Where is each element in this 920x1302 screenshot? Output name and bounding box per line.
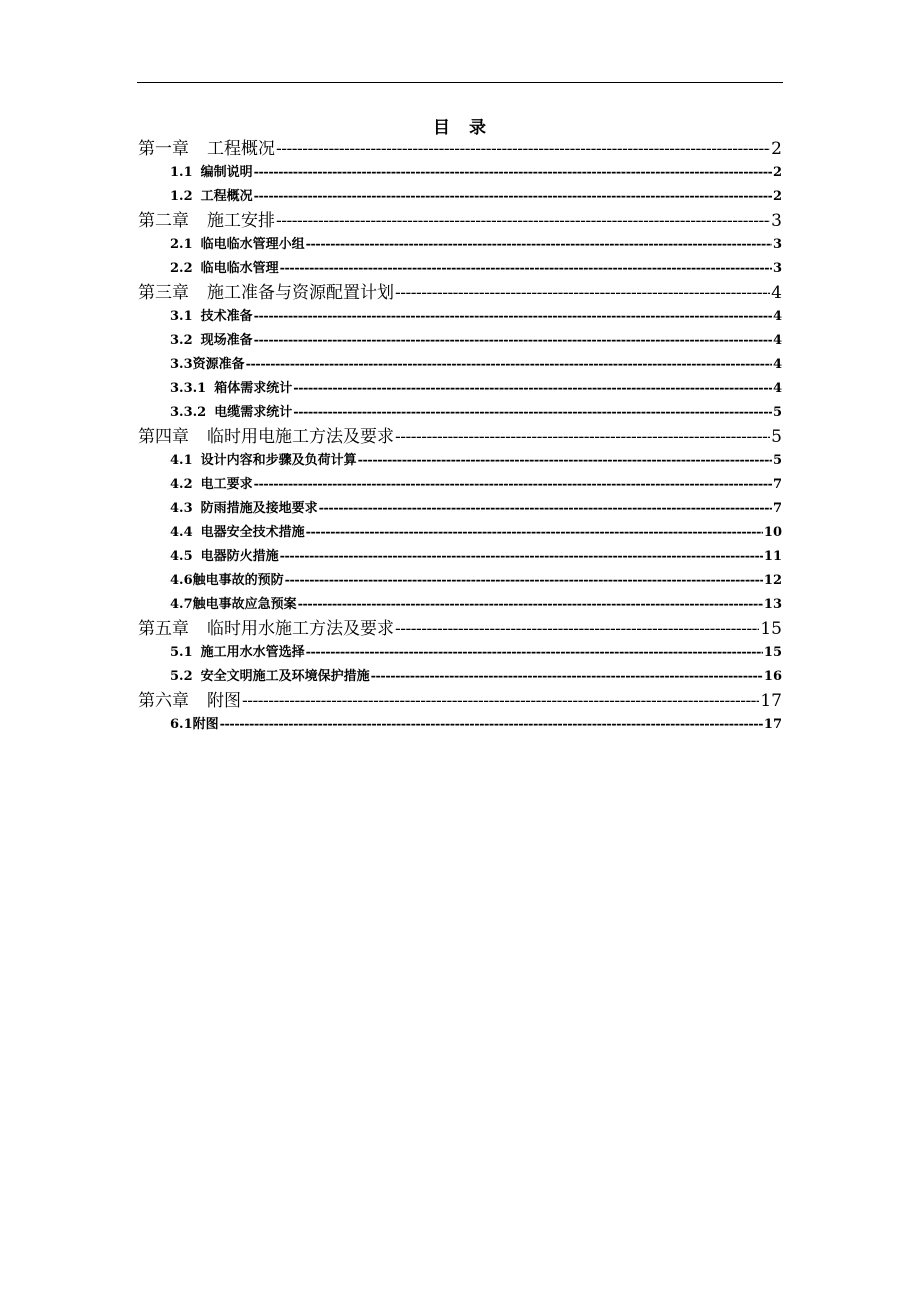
- toc-number: 4.5: [170, 549, 193, 564]
- toc-number: 4.3: [170, 501, 193, 516]
- toc-text: 施工准备与资源配置计划: [207, 283, 394, 303]
- toc-section-4-7[interactable]: [138, 593, 782, 617]
- toc-number: 3.3.2: [170, 405, 207, 420]
- toc-leader: [306, 641, 763, 665]
- toc-page-number: 4: [771, 283, 782, 303]
- toc-section-3-2[interactable]: [138, 329, 782, 353]
- toc-page-number: 3: [772, 237, 782, 252]
- toc-chapter-1[interactable]: [138, 137, 782, 161]
- toc-section-3-3[interactable]: [138, 353, 782, 377]
- toc-page-number: 5: [771, 427, 782, 447]
- toc-page-number: 11: [763, 549, 782, 564]
- toc-page-number: 10: [763, 525, 782, 540]
- toc-page-number: 7: [772, 501, 782, 516]
- toc-chapter-6[interactable]: [138, 689, 782, 713]
- toc-leader: [395, 425, 770, 449]
- toc-leader: [220, 713, 763, 737]
- toc-page-number: 7: [772, 477, 782, 492]
- toc-leader: [319, 497, 772, 521]
- toc-section-4-1[interactable]: [138, 449, 782, 473]
- toc-page-number: 13: [763, 597, 782, 612]
- toc-page-number: 2: [772, 165, 782, 180]
- toc-text: 电器安全技术措施: [200, 525, 305, 540]
- toc-title: 目 录: [433, 118, 487, 138]
- toc-leader: [254, 161, 772, 185]
- toc-leader: [306, 521, 763, 545]
- toc-leader: [246, 353, 772, 377]
- toc-page-number: 17: [760, 691, 782, 711]
- toc-page-number: 17: [763, 717, 782, 732]
- toc-leader: [358, 449, 772, 473]
- toc-section-2-2[interactable]: [138, 257, 782, 281]
- toc-text: 附图: [192, 717, 219, 732]
- toc-leader: [254, 185, 772, 209]
- toc-page-number: 5: [772, 405, 782, 420]
- toc-number: 1.1: [170, 165, 193, 180]
- toc-section-3-1[interactable]: [138, 305, 782, 329]
- toc-page-number: 4: [772, 357, 782, 372]
- toc-section-4-5[interactable]: [138, 545, 782, 569]
- toc-text: 技术准备: [200, 309, 253, 324]
- toc-leader: [254, 329, 772, 353]
- toc-text: 临电临水管理小组: [200, 237, 305, 252]
- header-rule: [137, 82, 783, 83]
- toc-leader: [254, 473, 772, 497]
- toc-leader: [293, 377, 772, 401]
- toc-page-number: 3: [771, 211, 782, 231]
- toc-page-number: 4: [772, 381, 782, 396]
- toc-text: 施工用水水管选择: [200, 645, 305, 660]
- toc-leader: [371, 665, 763, 689]
- toc-leader: [280, 545, 763, 569]
- toc-text: 现场准备: [200, 333, 253, 348]
- toc-number: 1.2: [170, 189, 193, 204]
- toc-number: 第四章: [138, 427, 189, 447]
- toc-text: 附图: [207, 691, 241, 711]
- toc-text: 资源准备: [192, 357, 245, 372]
- toc-text: 箱体需求统计: [214, 381, 293, 396]
- toc-chapter-3[interactable]: [138, 281, 782, 305]
- toc-text: 施工安排: [207, 211, 275, 231]
- table-of-contents: [138, 137, 782, 737]
- toc-section-4-3[interactable]: [138, 497, 782, 521]
- toc-number: 5.1: [170, 645, 193, 660]
- toc-number: 2.2: [170, 261, 193, 276]
- toc-page-number: 16: [763, 669, 782, 684]
- toc-leader: [280, 257, 772, 281]
- toc-text: 防雨措施及接地要求: [200, 501, 318, 516]
- toc-page-number: 2: [771, 139, 782, 159]
- toc-page-number: 4: [772, 333, 782, 348]
- toc-leader: [276, 137, 770, 161]
- toc-section-1-1[interactable]: [138, 161, 782, 185]
- toc-number: 3.1: [170, 309, 193, 324]
- toc-section-4-6[interactable]: [138, 569, 782, 593]
- toc-number: 第二章: [138, 211, 189, 231]
- toc-section-5-1[interactable]: [138, 641, 782, 665]
- toc-page-number: 2: [772, 189, 782, 204]
- toc-section-1-2[interactable]: [138, 185, 782, 209]
- toc-number: 4.7: [170, 597, 193, 612]
- toc-section-2-1[interactable]: [138, 233, 782, 257]
- toc-section-4-2[interactable]: [138, 473, 782, 497]
- toc-number: 3.3.1: [170, 381, 207, 396]
- toc-text: 临电临水管理: [200, 261, 279, 276]
- toc-section-3-3-1[interactable]: [138, 377, 782, 401]
- toc-text: 临时用电施工方法及要求: [207, 427, 394, 447]
- toc-number: 第三章: [138, 283, 189, 303]
- toc-number: 第五章: [138, 619, 189, 639]
- toc-number: 6.1: [170, 717, 193, 732]
- toc-chapter-4[interactable]: [138, 425, 782, 449]
- toc-leader: [395, 281, 770, 305]
- toc-number: 4.6: [170, 573, 193, 588]
- toc-text: 设计内容和步骤及负荷计算: [200, 453, 357, 468]
- toc-leader: [254, 305, 772, 329]
- toc-chapter-2[interactable]: [138, 209, 782, 233]
- toc-text: 安全文明施工及环境保护措施: [200, 669, 370, 684]
- toc-number: 4.2: [170, 477, 193, 492]
- toc-leader: [298, 593, 763, 617]
- toc-page-number: 4: [772, 309, 782, 324]
- toc-number: 2.1: [170, 237, 193, 252]
- toc-page-number: 5: [772, 453, 782, 468]
- toc-chapter-5[interactable]: [138, 617, 782, 641]
- toc-text: 电器防火措施: [200, 549, 279, 564]
- toc-text: 临时用水施工方法及要求: [207, 619, 394, 639]
- toc-leader: [276, 209, 770, 233]
- toc-text: 工程概况: [207, 139, 275, 159]
- toc-text: 电工要求: [200, 477, 253, 492]
- toc-leader: [395, 617, 759, 641]
- toc-page-number: 15: [763, 645, 782, 660]
- toc-text: 工程概况: [200, 189, 253, 204]
- toc-leader: [293, 401, 772, 425]
- toc-number: 4.4: [170, 525, 193, 540]
- toc-page-number: 15: [760, 619, 782, 639]
- toc-section-3-3-2[interactable]: [138, 401, 782, 425]
- toc-number: 第六章: [138, 691, 189, 711]
- toc-number: 第一章: [138, 139, 189, 159]
- toc-text: 电缆需求统计: [214, 405, 293, 420]
- toc-text: 编制说明: [200, 165, 253, 180]
- toc-leader: [242, 689, 759, 713]
- toc-number: 3.2: [170, 333, 193, 348]
- toc-page-number: 3: [772, 261, 782, 276]
- toc-page-number: 12: [763, 573, 782, 588]
- toc-number: 3.3: [170, 357, 193, 372]
- toc-text: 触电事故应急预案: [192, 597, 297, 612]
- toc-section-6-1[interactable]: [138, 713, 782, 737]
- toc-number: 5.2: [170, 669, 193, 684]
- toc-leader: [285, 569, 763, 593]
- toc-number: 4.1: [170, 453, 193, 468]
- toc-section-4-4[interactable]: [138, 521, 782, 545]
- toc-section-5-2[interactable]: [138, 665, 782, 689]
- toc-leader: [306, 233, 772, 257]
- toc-text: 触电事故的预防: [192, 573, 284, 588]
